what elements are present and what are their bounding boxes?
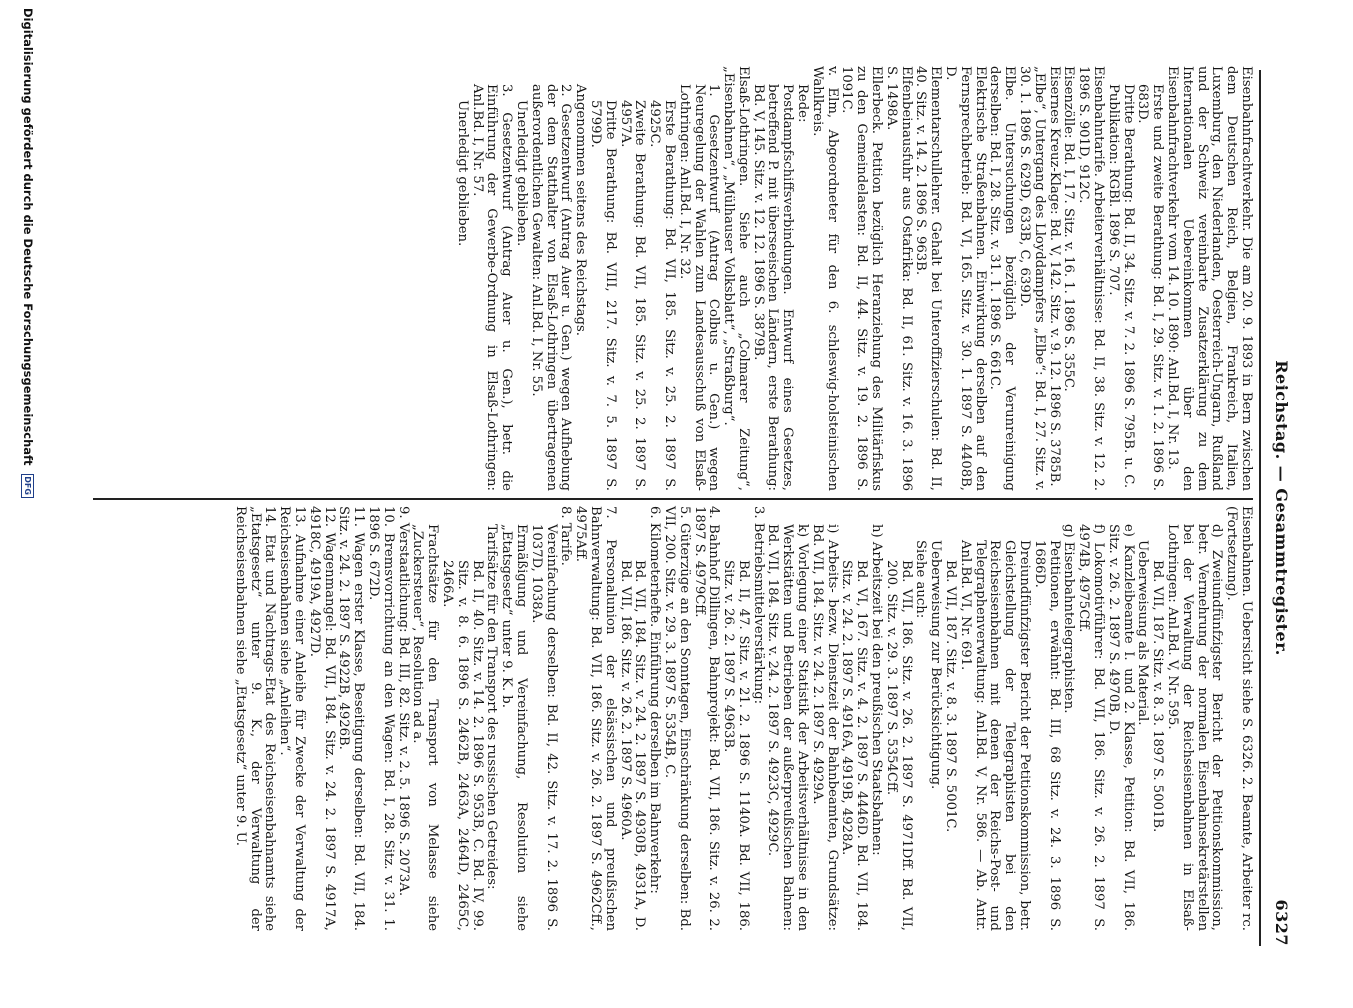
index-entry: Frachtsätze für den Transport von Melasse siehe „Zuckersteuer“, Resolution ad a.	[410, 524, 441, 931]
index-entry: Zweite Berathung: Bd. VII, 185. Sitz. v. 25. 2. 1897 S. 4957A.	[617, 100, 648, 491]
header-rule	[1259, 70, 1261, 946]
index-entry: 10. Bremsvorrichtung an den Wagen: Bd. I, 28. Sitz. v. 31. 1. 1896 S. 672D.	[365, 506, 396, 931]
digitization-credit	[21, 0, 35, 1008]
index-entry: Postdampfschiffsverbindungen. Entwurf eines Gesetzes, betreffend P. mit überseeischen Ländern, erste Berathung: Bd. V, 145. Sitz. v. 12. 12. 1896 S. 3879B.	[750, 84, 796, 491]
index-entry: Eisenbahnen. Uebersicht siehe S. 6326. 2. Beamte, Arbeiter rc. (Fortsetzung).	[1224, 506, 1254, 931]
index-entry: 7. Personalunion der elsässischen und preußischen Bahnverwaltung: Bd. VII, 186. Sitz. v. 26. 2. 1897 S. 4962Cff., 4975Aff.	[573, 506, 618, 931]
index-entry: Bd. VI, 167. Sitz. v. 4. 2. 1897 S. 4446D. Bd. VII, 184. Sitz. v. 24. 2. 1897 S. 4916A, 4919B, 4928A.	[839, 560, 870, 931]
index-entry: Angenommen seitens des Reichstags.	[573, 84, 589, 336]
index-entry: 2. Gesetzentwurf (Antrag Auer u. Gen.) wegen Aufhebung der dem Statthalter von Elsaß-Lothringen übertragenen außerordentlichen Gewalten: Anl.Bd. I, Nr. 55.	[528, 84, 574, 491]
index-entry: f) Lokomotivführer: Bd. VII, 186. Sitz. v. 26. 2. 1897 S. 4974B, 4975Cff.	[1076, 524, 1107, 931]
index-entry: Tarifsätze für den Transport des russischen Getreides:	[484, 524, 500, 890]
index-entry: Elfenbeinausfuhr aus Ostafrika: Bd. II, 61. Sitz. v. 16. 3. 1896 S. 1498A.	[883, 66, 914, 491]
index-entry: Bd. VII, 187. Sitz. v. 8. 3. 1897 S. 5001B.	[1150, 560, 1166, 833]
index-entry: Elektrische Straßenbahnen. Einwirkung derselben auf den Fernsprechbetrieb: Bd. VI, 165. Sitz. v. 30. 1. 1897 S. 4408B, D.	[943, 66, 988, 491]
index-entry: Eisenzölle: Bd. I, 17. Sitz. v. 16. 1. 1896 S. 355C.	[1061, 66, 1077, 392]
index-entry: Eisenbahnfrachtverkehr. Die am 20. 9. 1893 in Bern zwischen dem Deutschen Reich, Belgien, Frankreich, Italien, Luxemburg, den Niederlanden, Oesterreich-Ungarn, Rußland und der Schweiz vereinbarte Zusatzerklärung zu dem Internationalen Uebereinkommen über den Eisenbahnfrachtverkehr vom 14. 10. 1890: Anl.Bd. I, Nr. 13.	[1165, 66, 1254, 491]
index-entry: k) Vorlegung einer Statistik der Arbeitsverhältnisse in den Werkstätten und Betrieben der außerpreußischen Bahnen: Bd. VII, 184. Sitz. v. 24. 2. 1897 S. 4923C, 4929C.	[765, 524, 811, 931]
index-entry: Ueberweisung als Material.	[1135, 540, 1151, 726]
index-entry: 14. Etat und Nachtrags-Etat des Reichseisenbahnamts siehe „Etatsgesetz“ unter 9. K., der Verwaltung der Reichseisenbahnen siehe „Etatsgesetz“ unter 9. U.	[232, 506, 278, 931]
index-entry: 12. Wagenmangel: Bd. VII, 184. Sitz. v. 24. 2. 1897 S. 4917A, 4918C, 4919A, 4927D.	[306, 506, 337, 931]
index-entry: 6. Kilometerhefte. Einführung derselben im Bahnverkehr:	[647, 506, 663, 894]
index-entry: g) Eisenbahntelegraphisten.	[1061, 524, 1077, 714]
index-entry: 13. Aufnahme einer Anleihe für Zwecke der Verwaltung der Reichseisenbahnen siehe „Anleihen“.	[277, 506, 307, 931]
index-entry: 5. Güterzüge an den Sonntagen, Einschränkung derselben: Bd. VII, 200. Sitz. v. 29. 3. 1897 S. 5354B, C.	[661, 506, 692, 931]
index-entry: Eisenbahntarife. Arbeiterverhältnisse: Bd. II, 38. Sitz. v. 12. 2. 1896 S. 901D, 912C.	[1076, 66, 1107, 491]
index-entry: 9. Verstaatlichung: Bd. III, 82. Sitz. v. 2. 5. 1896 S. 2073A.	[395, 506, 411, 897]
index-entry: d) Zweiundfünfzigster Bericht der Petitionskommission, betr. Vermehrung der normalen Eisenbahnsekretärstellen bei der Verwaltung der Reichseisenbahnen in Elsaß-Lothringen: Anl.Bd. V, Nr. 595.	[1165, 524, 1225, 931]
index-entry: 4. Bahnhof Dillingen, Bahnprojekt: Bd. VII, 186. Sitz. v. 26. 2. 1897 S. 4979Cff.	[691, 506, 722, 931]
index-entry: Publikation: RGBl. 1896 S. 707.	[1105, 84, 1121, 296]
index-entry: 11. Wagen erster Klasse, Beseitigung derselben: Bd. VII, 184. Sitz. v. 24. 2. 1897 S. 4922B, 4926B.	[336, 506, 367, 931]
index-entry: Dreiundfünfzigster Bericht der Petitionskommission, betr. Gleichstellung der Telegraphisten bei den Reichseisenbahnen mit denen der Reichs-Post- und Telegraphenverwaltung: Anl.Bd. V, Nr. 586. — Ab. Antr. Anl.Bd. VI, Nr. 691.	[957, 540, 1033, 931]
index-entry: Eisernes Kreuz-Klage: Bd. V, 142. Sitz. v. 9. 12. 1896 S. 3785B.	[1046, 66, 1062, 487]
page-number: 6327	[1272, 899, 1291, 946]
index-entry: Ermäßigung und Vereinfachung, Resolution siehe „Etatsgesetz“ unter 9. K. b.	[499, 524, 529, 931]
index-entry: Bd. II, 47. Sitz. v. 21. 2. 1896 S. 1140A. Bd. VII, 186. Sitz. v. 26. 2. 1897 S. 4963B.	[721, 560, 751, 931]
index-entry: Rede:	[795, 84, 811, 123]
index-entry: Elsaß-Lothringen. Siehe auch „Colmarer Zeitung“, „Eisenbahnen“, „Mülhauser Volksblatt“, „Straßburg“.	[721, 66, 751, 491]
index-entry: Bd. II, 40. Sitz. v. 14. 2. 1896 S. 953B, C. Bd. IV, 99. Sitz. v. 8. 6. 1896 S. 2462B, 2463A, 2464D, 2465C, 2466A.	[439, 560, 485, 931]
index-entry: v. Elm, Abgeordneter für den 6. schleswig-holsteinischen Wahlkreis.	[809, 66, 840, 491]
index-entry: Unerledigt geblieben.	[454, 100, 470, 247]
index-entry: Dritte Berathung: Bd. II, 34. Sitz. v. 7. 2. 1896 S. 795B. u. C.	[1120, 84, 1136, 489]
column-divider	[93, 498, 1253, 500]
index-entry: Ueberweisung zur Berücksichtigung.	[928, 540, 944, 790]
index-entry: Vereinfachung derselben: Bd. II, 42. Sitz. v. 17. 2. 1896 S. 1037D, 1038A.	[528, 524, 559, 931]
index-entry: i) Arbeits- bezw. Dienstzeit der Bahnbeamten, Grundsätze: Bd. VII, 184. Sitz. v. 24. 2. 1897 S. 4929A.	[809, 524, 840, 931]
index-entry: Petitionen, erwähnt: Bd. III, 68 Sitz. v. 24. 3. 1896 S. 1686D.	[1031, 540, 1062, 931]
index-entry: Bd. VII, 186. Sitz. v. 26. 2. 1897 S. 4971Dff. Bd. VII, 200. Sitz. v. 29. 3. 1897 S. 5354Cff.	[883, 560, 914, 931]
index-entry: Siehe auch:	[913, 540, 929, 619]
index-entry: 3. Betriebsmittelverstärkung:	[750, 506, 766, 705]
index-entry: Elementarschullehrer. Gehalt bei Unteroffizierschulen: Bd. II, 40. Sitz. v. 14. 2. 1896 S. 963B.	[913, 66, 944, 491]
index-entry: „Elbe“, Untergang des Lloyddampfers „Elbe“: Bd. I, 27. Sitz. v. 30. 1. 1896 S. 629D, 633B, C, 639D.	[1017, 66, 1047, 491]
index-entry: Erste und zweite Berathung: Bd. I, 29. Sitz. v. 1. 2. 1896 S. 683D.	[1135, 84, 1166, 491]
index-column-right	[454, 66, 1253, 491]
index-entry: Erste Berathung: Bd. VII, 185. Sitz. v. 25. 2. 1897 S. 4925C.	[647, 100, 677, 491]
index-entry: 1. Gesetzentwurf (Antrag Colbus u. Gen.) wegen Neuregelung der Wahlen zum Landesausschuß von Elsaß-Lothringen: Anl.Bd. I, Nr. 32.	[676, 84, 722, 491]
index-entry: Elbe. Untersuchungen bezüglich der Verunreinigung derselben: Bd. I, 28. Sitz. v. 31. 1. 1896 S. 661C.	[987, 66, 1018, 491]
index-entry: Ellerbeck. Petition bezüglich Heranziehung des Militärfiskus zu den Gemeindelasten: Bd. II, 44. Sitz. v. 19. 2. 1896 S. 1091C.	[839, 66, 885, 491]
page-header	[1261, 70, 1297, 946]
index-entry: Dritte Berathung: Bd. VIII, 217. Sitz. v. 7. 5. 1897 S. 5799D.	[587, 100, 618, 491]
index-entry: h) Arbeitszeit bei den preußischen Staatsbahnen:	[869, 524, 885, 856]
index-entry: Unerledigt geblieben.	[513, 100, 529, 247]
index-entry: Bd. VII, 187. Sitz. v. 8. 3. 1897 S. 5001C.	[943, 560, 959, 833]
index-entry: 8. Tarife.	[558, 506, 574, 566]
index-column-left	[232, 506, 1253, 931]
index-entry: Bd. VII, 184. Sitz. v. 24. 2. 1897 S. 4930B, 4931A, D. Bd. VII, 186. Sitz. v. 26. 2. 1897 S. 4960A.	[617, 560, 648, 931]
running-title: Reichstag. — Gesammtregister.	[1272, 360, 1291, 656]
credit-text: Digitalisierung gefördert durch die Deutsche Forschungsgemeinschaft	[21, 8, 35, 466]
index-entry: e) Kanzleibeamte I. und 2. Klasse, Petition: Bd. VII, 186. Sitz. v. 26. 2. 1897 S. 4970B, D.	[1105, 524, 1136, 931]
index-entry: 3. Gesetzentwurf (Antrag Auer u. Gen.), betr. die Einführung der Gewerbe-Ordnung in Elsaß-Lothringen: Anl.Bd. I, Nr. 57.	[469, 84, 515, 491]
dfg-logo: DFG	[21, 474, 34, 498]
